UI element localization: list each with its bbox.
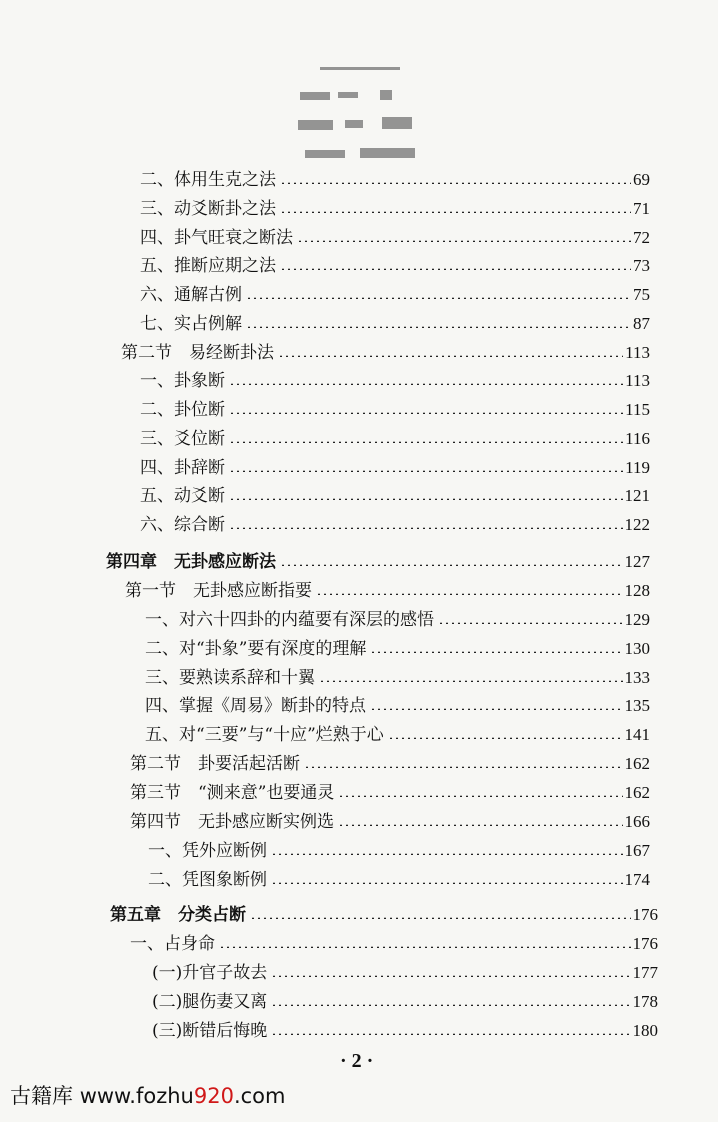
watermark-url-number: 920	[193, 1084, 234, 1108]
toc-entry-title: 七、实占例解	[140, 314, 242, 334]
leader-dots	[280, 211, 631, 213]
watermark-url-prefix: www.fozhu	[79, 1084, 194, 1108]
leader-dots	[229, 383, 623, 385]
leader-dots	[246, 297, 631, 299]
toc-entry-page: 116	[625, 429, 650, 448]
toc-section-page: 128	[624, 581, 650, 600]
toc-entry-page: 135	[624, 696, 650, 715]
toc-entry[interactable]	[145, 635, 650, 663]
toc-entry-page: 121	[624, 486, 650, 505]
leader-dots	[271, 882, 623, 884]
leader-dots	[271, 853, 623, 855]
toc-entry[interactable]	[145, 606, 650, 634]
toc-subentry-page: 178	[632, 992, 658, 1011]
toc-entry-page: 176	[632, 934, 658, 953]
toc-entry[interactable]	[145, 692, 650, 720]
toc-section[interactable]	[130, 750, 650, 778]
toc-section-title: 第三节 “测来意”也要通灵	[130, 783, 335, 803]
leader-dots	[338, 824, 623, 826]
leader-dots	[278, 355, 623, 357]
toc-entry-page: 133	[624, 668, 650, 687]
leader-dots	[438, 622, 623, 624]
toc-entry[interactable]	[140, 195, 650, 223]
leader-dots	[229, 527, 623, 529]
leader-dots	[219, 946, 631, 948]
toc-entry-title: 三、动爻断卦之法	[140, 199, 276, 219]
toc-section-page: 162	[624, 754, 650, 773]
leader-dots	[229, 498, 623, 500]
toc-entry-page: 87	[633, 314, 650, 333]
toc-entry[interactable]	[145, 664, 650, 692]
toc-entry-page: 130	[624, 639, 650, 658]
toc-entry-page: 141	[624, 725, 650, 744]
toc-subentry-title: (一)升官子故去	[152, 963, 268, 983]
leader-dots	[229, 412, 623, 414]
toc-entry[interactable]	[140, 454, 650, 482]
toc-entry[interactable]	[140, 367, 650, 395]
leader-dots	[280, 182, 631, 184]
toc-chapter-page: 176	[632, 905, 658, 924]
leader-dots	[250, 917, 631, 919]
toc-entry[interactable]	[140, 482, 650, 510]
leader-dots	[319, 680, 623, 682]
toc-entry[interactable]	[140, 310, 650, 338]
toc-entry[interactable]	[130, 930, 658, 958]
leader-dots	[271, 1004, 630, 1006]
watermark	[10, 1080, 285, 1110]
toc-entry-page: 174	[624, 870, 650, 889]
toc-entry-title: 四、卦气旺衰之断法	[140, 228, 293, 248]
toc-section-title: 第四节 无卦感应断实例选	[130, 812, 334, 832]
toc-entry-page: 129	[624, 610, 650, 629]
watermark-url-suffix: .com	[233, 1084, 286, 1108]
toc-entry-page: 119	[625, 458, 650, 477]
toc-entry-title: 三、要熟读系辞和十翼	[145, 668, 315, 688]
toc-entry-title: 二、卦位断	[140, 400, 225, 420]
toc-entry-title: 一、对六十四卦的内蕴要有深层的感悟	[145, 610, 434, 630]
toc-section-page: 166	[624, 812, 650, 831]
leader-dots	[246, 326, 631, 328]
toc-section[interactable]	[130, 779, 650, 807]
toc-subentry[interactable]	[152, 1017, 658, 1045]
leader-dots	[271, 1033, 630, 1035]
toc-entry-page: 69	[633, 170, 650, 189]
leader-dots	[370, 708, 623, 710]
toc-chapter-title: 第四章 无卦感应断法	[106, 552, 276, 572]
toc-entry[interactable]	[140, 224, 650, 252]
toc-entry-title: 五、推断应期之法	[140, 256, 276, 276]
toc-entry-title: 六、通解古例	[140, 285, 242, 305]
toc-section[interactable]	[130, 808, 650, 836]
toc-section[interactable]	[125, 577, 650, 605]
scan-noise-header	[290, 62, 430, 172]
toc-subentry-page: 177	[632, 963, 658, 982]
toc-chapter[interactable]	[110, 901, 658, 929]
toc-entry[interactable]	[140, 425, 650, 453]
toc-entry-title: 三、爻位断	[140, 429, 225, 449]
toc-subentry-title: (三)断错后悔晚	[152, 1021, 268, 1041]
toc-entry-title: 五、对“三要”与“十应”烂熟于心	[145, 725, 384, 745]
toc-entry-page: 73	[633, 256, 650, 275]
leader-dots	[297, 240, 631, 242]
toc-entry-page: 167	[624, 841, 650, 860]
leader-dots	[316, 593, 623, 595]
toc-entry-title: 二、对“卦象”要有深度的理解	[145, 639, 367, 659]
toc-entry[interactable]	[140, 396, 650, 424]
leader-dots	[229, 441, 623, 443]
toc-chapter[interactable]	[106, 548, 650, 576]
toc-entry-title: 二、体用生克之法	[140, 170, 276, 190]
toc-entry-title: 五、动爻断	[140, 486, 225, 506]
leader-dots	[229, 470, 623, 472]
toc-entry[interactable]	[140, 281, 650, 309]
toc-subentry-page: 180	[632, 1021, 658, 1040]
leader-dots	[271, 975, 630, 977]
toc-entry-title: 四、掌握《周易》断卦的特点	[145, 696, 366, 716]
leader-dots	[280, 268, 631, 270]
toc-section[interactable]	[121, 339, 650, 367]
leader-dots	[280, 564, 623, 566]
toc-section-title: 第一节 无卦感应断指要	[125, 581, 312, 601]
toc-entry-title: 一、凭外应断例	[148, 841, 267, 861]
toc-subentry-title: (二)腿伤妻又离	[152, 992, 268, 1012]
toc-chapter-title: 第五章 分类占断	[110, 905, 246, 925]
toc-entry-page: 71	[633, 199, 650, 218]
toc-entry-page: 72	[633, 228, 650, 247]
toc-section-title: 第二节 卦要活起活断	[130, 754, 300, 774]
toc-entry-page: 113	[625, 371, 650, 390]
page-number: · 2 ·	[340, 1050, 374, 1072]
toc-entry-title: 六、综合断	[140, 515, 225, 535]
toc-chapter-page: 127	[624, 552, 650, 571]
toc-section-page: 113	[625, 343, 650, 362]
toc-entry[interactable]	[148, 866, 650, 894]
toc-subentry[interactable]	[152, 988, 658, 1016]
toc-entry-page: 122	[624, 515, 650, 534]
toc-entry[interactable]	[140, 252, 650, 280]
toc-entry[interactable]	[145, 721, 650, 749]
toc-entry[interactable]	[140, 511, 650, 539]
toc-entry-title: 一、占身命	[130, 934, 215, 954]
toc-entry-page: 75	[633, 285, 650, 304]
toc-entry[interactable]	[140, 166, 650, 194]
leader-dots	[338, 795, 622, 797]
toc-section-page: 162	[624, 783, 650, 802]
toc-entry-title: 二、凭图象断例	[148, 870, 267, 890]
toc-entry-title: 一、卦象断	[140, 371, 225, 391]
leader-dots	[370, 651, 622, 653]
watermark-site-name: 古籍库	[10, 1084, 73, 1108]
toc-entry-title: 四、卦辞断	[140, 458, 225, 478]
toc-entry-page: 115	[625, 400, 650, 419]
leader-dots	[388, 737, 623, 739]
toc-section-title: 第二节 易经断卦法	[121, 343, 274, 363]
toc-entry[interactable]	[148, 837, 650, 865]
toc-subentry[interactable]	[152, 959, 658, 987]
leader-dots	[304, 766, 623, 768]
